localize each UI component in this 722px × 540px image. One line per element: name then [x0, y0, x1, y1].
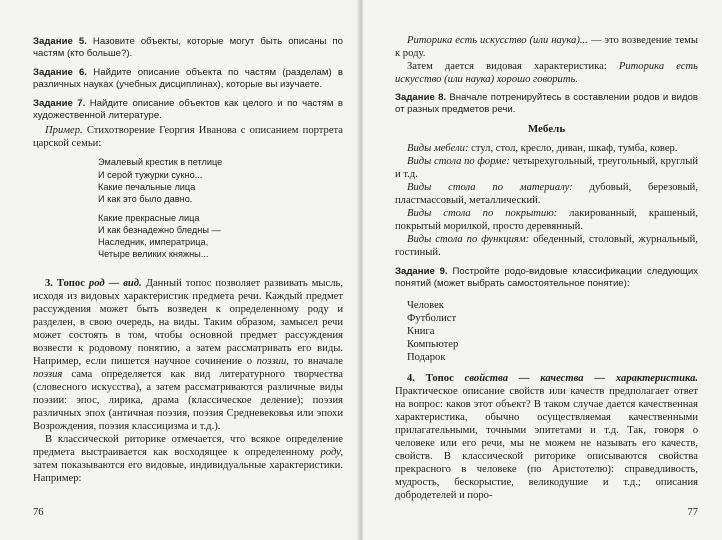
topic-3-paragraph: 3. Топос род — вид. Данный топос позволяет развивать мысль, исходя из видовых характеристик предмета речи. Каждый предмет рассуждения может быть возведен к определенному роду и разделен, в свою очередь, на виды. Таким образом, замысел речи может состоять в том, чтобы основной предмет рассуждения возвести к родовому понятию, а затем рассматривать его виды. Например, если пишется научное сочинение о поэзии, то вначале поэзия сама определяется как вид литературного творчества (словесного искусства), а затем рассматриваются различные виды поэзии: эпос, лирика, драма (классическое деление); поэзия различных эпох (античная поэзия, поэзия Средневековья или эпохи Возрождения, поэзия классицизма и т.д.). [33, 278, 344, 433]
task-5: Задание 5. Назовите объекты, которые могут быть описаны по частям (кто больше?). [33, 36, 343, 60]
poem-stanza-1 [98, 156, 343, 204]
species-characteristic: Затем дается видовая характеристика: Риторика есть искусство (или наука) хорошо говорить. [395, 61, 698, 85]
poem-line: Эмалевый крестик в петлице [98, 157, 223, 168]
furniture-line: Виды стола по функциям: обеденный, столовый, журнальный, гостиный. [395, 233, 698, 258]
furniture-heading: Мебель [527, 122, 566, 135]
poem-line: И как безнадежно бледны — [98, 224, 221, 235]
furniture-list [395, 142, 698, 259]
left-page [0, 0, 359, 540]
poem [98, 156, 343, 260]
rhetoric-quote: Риторика есть искусство (или наука)... — это возведение темы к роду. [395, 35, 698, 59]
poem-line: И серой тужурки сукно... [98, 169, 203, 180]
task-7: Задание 7. Найдите описание объектов как целого и по частям в художественной литературе. [33, 97, 343, 122]
furniture-line: Виды мебели: стул, стол, кресло, диван, шкаф, тумба, ковер. [407, 142, 678, 154]
poem-line: Наследник, императрица, [98, 237, 209, 247]
list-item: Футболист [407, 312, 457, 324]
example-intro: Пример. Стихотворение Георгия Иванова с описанием портрета царской семьи: [33, 125, 343, 150]
poem-line: Какие прекрасные лица [98, 212, 200, 223]
poem-stanza-2 [98, 212, 343, 260]
list-item: Человек [407, 299, 444, 311]
page-number-right: 77 [687, 507, 698, 518]
list-item: Книга [407, 325, 435, 337]
classical-rhetoric-paragraph: В классической риторике отмечается, что всякое определение предмета выстраивается как восходящее к определенному роду, затем показываются его видовые, индивидуальные характеристики. Например: [33, 434, 343, 485]
page-number-left: 76 [33, 507, 44, 518]
task-9: Задание 9. Постройте родо-видовые классификации следующих понятий (может выбрать самостоятельное понятие): [395, 265, 698, 290]
task-6: Задание 6. Найдите описание объекта по частям (разделам) в различных науках (учебных дисциплинах), которые вы изучаете. [33, 66, 344, 91]
topic-4-paragraph: 4. Топос свойства — качества — характеристика. Практическое описание свойств или качеств предполагает ответ на вопрос: каков этот объект? В таком случае дается качественная характеристика, обычно осуществляемая качественными прилагательными, точными эпитетами и т.д. Так, говоря о человеке или его речи, мы не можем не называть его качеств, свойств. В классической риторике описываются свойства прекрасного в человеке (по Аристотелю): справедливость, мудрость, бескорыстие, великодушие и т.д.; описания добродетелей и поро- [395, 372, 699, 501]
list-item: Подарок [407, 351, 446, 363]
poem-line: И как это было давно. [98, 193, 193, 204]
concept-list [407, 299, 698, 364]
furniture-line: Виды стола по материалу: дубовый, березовый, пластмассовый, металлический. [395, 181, 698, 206]
right-page [363, 0, 722, 540]
list-item: Компьютер [407, 338, 459, 350]
task-8: Задание 8. Вначале потренируйтесь в составлении родов и видов от разных предметов речи. [395, 92, 698, 116]
poem-line: Четыре великих княжны... [98, 249, 209, 260]
furniture-line: Виды стола по форме: четырехугольный, треугольный, круглый и т.д. [395, 155, 698, 180]
poem-line: Какие печальные лица [98, 181, 196, 192]
furniture-line: Виды стола по покрытию: лакированный, крашеный, покрытый морилкой, просто деревянный. [395, 207, 698, 232]
